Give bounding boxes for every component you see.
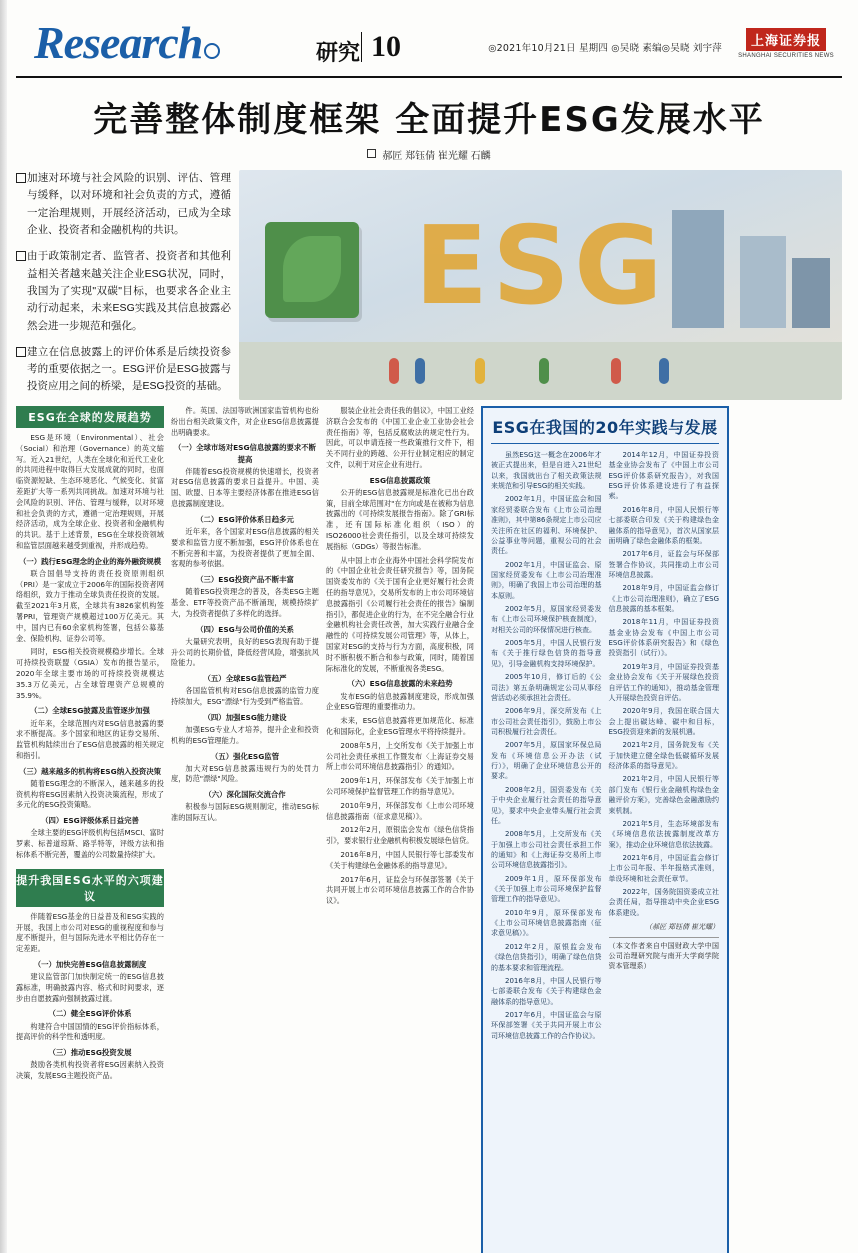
subheading: （二）全球ESG披露及监管逐步加强 bbox=[30, 706, 150, 716]
paragraph: 2018年9月，中国证监会修订《上市公司治理准则》，确立了ESG信息披露的基本框架。 bbox=[608, 584, 719, 614]
paragraph: 公开的ESG信息披露规是标准化已出台政策，目前全球范围对"在方向或是在被称为信息披露出的《可持续发展报告指南》。除了GRI标准，还有国际标准化组织（ISO）的ISO26000社会责任指引，以及全球可持续发展指标（GDGs）等报告标准。 bbox=[326, 487, 474, 551]
paragraph: 2008年5月，上交所发布《关于加强上市公司社会责任承担工作暨发布〈上海证券交易所上市公司环境信息披露指引〉的通知》。 bbox=[326, 740, 474, 772]
paragraph: 2012年2月，原银监会发布《绿色信贷指引》，要求银行业金融机构积极发展绿色信贷。 bbox=[326, 825, 474, 846]
subheading: （五）全球ESG监管趋严 bbox=[203, 674, 287, 684]
paragraph: 2017年6月，中国证监会与原环保部签署《关于共同开展上市公司环境信息披露工作的合作协议》。 bbox=[491, 1010, 602, 1040]
paragraph: 2006年9月，深交所发布《上市公司社会责任指引》，鼓励上市公司积极履行社会责任。 bbox=[491, 707, 602, 736]
subheading: （六）ESG信息披露的未来趋势 bbox=[347, 679, 453, 689]
paragraph: 大量研究表明，良好的ESG表现有助于提升公司的长期价值，降低经营风险，增强抗风险能力。 bbox=[171, 636, 319, 668]
section-heading-trends: ESG在全球的发展趋势 bbox=[16, 406, 164, 428]
paragraph: 2005年5月，中国人民银行发布《关于推行绿色信贷的指导意见》，引导金融机构支持环境保护。 bbox=[491, 639, 602, 668]
paragraph: 虽然ESG这一概念在2006年才被正式提出来，但是自进入21世纪以来，我国就出台了相关政策法规来规范和引导ESG的相关实践。 bbox=[491, 451, 602, 491]
paragraph: 2022年，国务院国资委成立社会责任局，指导推动中央企业ESG体系建设。 bbox=[608, 888, 719, 917]
paragraph: 件。英国、法国等欧洲国家监管机构也纷纷出台相关政策文件，对企业ESG信息披露提出明确要求。 bbox=[171, 406, 319, 437]
paragraph: 建议监管部门加快制定统一的ESG信息披露标准，明确披露内容、格式和时间要求，逐步由自愿披露向强制披露过渡。 bbox=[16, 972, 164, 1003]
paragraph: 同时，ESG相关投资规模稳步增长。全球可持续投资联盟（GSIA）发布的报告显示，2020年全球主要市场的可持续投资规模达35.3万亿美元，占全球管理资产总规模的35.9%。 bbox=[16, 647, 164, 700]
paragraph: 2021年2月，国务院发布《关于加快建立健全绿色低碳循环发展经济体系的指导意见》。 bbox=[608, 741, 719, 771]
paragraph: ESG是环境（Environmental）、社会（Social）和治理（Governance）的英文缩写。近入21世纪，人类在全球化和近代工业化的共同进程中取得巨大发展成就的同时，也面临资源短缺、生态环境恶化、气候变化、贫富差距扩大等一系列共同挑战。加速对环境与社会风险的识别、评估、管理与缓释，以对环境和社会负责的方式，遵循一定治理规则，开展经济活动，成为全球企业、投资者和金融机构的共识。基于上述背景，ESG在全球投资领域和监管层面越来越受到重视，并形成趋势。 bbox=[16, 433, 164, 550]
building-shape bbox=[792, 258, 830, 328]
paragraph: 2010年9月，原环保部发布《上市公司环境信息披露指南（征求意见稿）》。 bbox=[491, 908, 602, 938]
paragraph: 构建符合中国国情的ESG评价指标体系，提高评价的科学性和透明度。 bbox=[16, 1021, 164, 1042]
paragraph: 2017年6月，证监会与环保部签署合作协议，共同推动上市公司环境信息披露。 bbox=[608, 550, 719, 579]
paragraph: 2016年8月，中国人民银行等七部委发布《关于构建绿色金融体系的指导意见》。 bbox=[326, 849, 474, 870]
paragraph: 鼓励各类机构投资者将ESG因素纳入投资决策，发展ESG主题投资产品。 bbox=[16, 1060, 164, 1081]
paragraph: 2009年1月，环保部发布《关于加强上市公司环境保护监督管理工作的指导意见》。 bbox=[326, 776, 474, 796]
list-item bbox=[16, 170, 231, 239]
subheading: （三）ESG投资产品不断丰富 bbox=[196, 575, 294, 585]
paragraph: 2008年5月，上交所发布《关于加强上市公司社会责任承担工作的通知》和《上海证券交易所上市公司环境信息披露指引》。 bbox=[491, 830, 602, 870]
article-column-2 bbox=[171, 406, 319, 1253]
paragraph: 联合国倡导支持的责任投资原则组织（PRI）是一家成立于2006年的国际投资者网络组织，致力于推动全球负责任投资的发展。截至2021年3月底，全球共有3826家机构签署PRI，管理资产规模超过100万亿美元。其中，国内已有60余家机构签署，包括公募基金、保险机构、证券公司等。 bbox=[16, 568, 164, 643]
subheading: （一）践行ESG理念的企业的海外融资规模 bbox=[18, 556, 162, 566]
paragraph: 2021年5月，生态环境部发布《环境信息依法披露制度改革方案》，推动企业环境信息依法披露。 bbox=[608, 819, 719, 849]
subheading: （一）加快完善ESG信息披露制度 bbox=[33, 959, 147, 969]
esg-wordmark: ESG bbox=[414, 204, 667, 329]
sidebar-feature bbox=[481, 406, 729, 1253]
section-heading-six-suggestions: 提升我国ESG水平的六项建议 bbox=[16, 869, 164, 907]
article-column-1 bbox=[16, 406, 164, 1253]
paragraph: 伴随着ESG基金的日益普及和ESG实践的开展，我国上市公司对ESG的重视程度和参与度不断提升，但与国际先进水平相比仍存在一定差距。 bbox=[16, 911, 164, 954]
paragraph: 2005年10月，修订后的《公司法》第五条明确规定公司从事经营活动必须承担社会责任。 bbox=[491, 673, 602, 702]
paragraph: 服装企业社会责任我的倡议》，中国工业经济联合会发布的《中国工业企业工业协会社会责任指南》等，包括反腐败法的规定性行为。因此，可以申请连接一些政策推行文件下，相关不同行业的跨越、公开行业制定相应的制定文件，以利于对应企业有进行。 bbox=[326, 406, 474, 469]
paragraph: 2019年3月，中国证券投资基金业协会发布《关于开展绿色投资自评估工作的通知》，推动基金管理人开展绿色投资自评估。 bbox=[608, 662, 719, 702]
paragraph: 近年来，全球范围内对ESG信息披露的要求不断提高。多个国家和地区的证券交易所、监管机构陆续出台了ESG信息披露的相关规定和指引。 bbox=[16, 718, 164, 760]
paragraph: 2018年11月，中国证券投资基金业协会发布《中国上市公司ESG评价体系研究报告》和《绿色投资指引（试行）》。 bbox=[608, 618, 719, 658]
paragraph: 2021年2月，中国人民银行等部门发布《银行业金融机构绿色金融评价方案》，完善绿色金融激励约束机制。 bbox=[608, 775, 719, 815]
lead-bullets bbox=[16, 170, 231, 400]
article-grid bbox=[16, 406, 842, 1253]
paper-logo bbox=[738, 28, 834, 59]
paragraph: 2020年9月，我国在联合国大会上提出碳达峰、碳中和目标，ESG投资迎来新的发展机遇。 bbox=[608, 707, 719, 736]
paragraph: 发布ESG的信息披露制度建设，形成加强企业ESG管理的重要推动力。 bbox=[326, 691, 474, 712]
paragraph: 2009年1月，原环保部发布《关于加强上市公司环境保护监督管理工作的指导意见》。 bbox=[491, 874, 602, 904]
paragraph: 2008年2月，国资委发布《关于中央企业履行社会责任的指导意见》，要求中央企业带头履行社会责任。 bbox=[491, 785, 602, 825]
subheading: （三）越来越多的机构将ESG纳入投资决策 bbox=[18, 766, 162, 776]
paragraph: 随着ESG理念的不断深入，越来越多的投资机构将ESG因素纳入投资决策流程，形成了多元化的ESG投资策略。 bbox=[16, 778, 164, 810]
paragraph: 2002年5月，原国家经贸委发布《上市公司环境保护核查制度》，对相关公司的环保情况进行核查。 bbox=[491, 605, 602, 634]
subheading: （四）ESG评级体系日益完善 bbox=[41, 816, 139, 826]
sidebar-credit: （郝匠 郑钰倩 崔光耀） bbox=[645, 924, 719, 932]
solar-panel-icon bbox=[265, 222, 359, 318]
subheading: （三）推动ESG投资发展 bbox=[48, 1048, 132, 1058]
paragraph: 加大对ESG信息披露违规行为的处罚力度，防范"漂绿"风险。 bbox=[171, 763, 319, 784]
paragraph: 2016年8月，中国人民银行等七部委联合印发《关于构建绿色金融体系的指导意见》，首次从国家层面明确了绿色金融体系的框架。 bbox=[608, 505, 719, 545]
paragraph: 各国监管机构对ESG信息披露的监管力度持续加大，ESG"漂绿"行为受到严格监管。 bbox=[171, 686, 319, 706]
paper-name-en: SHANGHAI SECURITIES NEWS bbox=[738, 53, 834, 59]
paragraph: 2014年12月，中国证券投资基金业协会发布了《中国上市公司ESG评价体系研究报告》，对我国ESG评价体系建设进行了有益探索。 bbox=[608, 451, 719, 501]
bullet-text: 建立在信息披露上的评价体系是后续投资参考的重要依据之一。ESG评价是ESG披露与投资应用之间的桥梁，是ESG投资的基础。 bbox=[27, 345, 231, 393]
paragraph: 2017年6月，证监会与环保部签署《关于共同开展上市公司环境信息披露工作的合作协议》。 bbox=[326, 874, 474, 906]
paragraph: 2016年8月，中国人民银行等七部委联合发布《关于构建绿色金融体系的指导意见》。 bbox=[491, 976, 602, 1006]
masthead-cn-label: 研究 bbox=[316, 41, 361, 66]
paragraph: 积极参与国际ESG规则制定，推动ESG标准的国际互认。 bbox=[171, 802, 319, 823]
byline: 郝匠 郑钰倩 崔光耀 石麟 bbox=[16, 147, 842, 162]
subheading: （四）加强ESG能力建设 bbox=[203, 712, 287, 722]
paragraph: 伴随着ESG投资规模的快速增长，投资者对ESG信息披露的要求日益提升。中国、美国、欧盟、日本等主要经济体都在推进ESG信息披露制度建设。 bbox=[171, 466, 319, 508]
issue-date: ◎2021年10月21日 星期四 ◎吴晓 素编◎吴晓 刘宇萍 bbox=[488, 43, 722, 54]
subheading: （六）深化国际交流合作 bbox=[204, 790, 286, 800]
research-logo: Research bbox=[34, 17, 203, 68]
subheading: （二）健全ESG评价体系 bbox=[48, 1009, 132, 1019]
paragraph: 2002年1月，中国证监会、原国家经贸委发布《上市公司治理准则》，明确了我国上市公司治理的基本原则。 bbox=[491, 560, 602, 600]
sidebar-column-2 bbox=[609, 450, 720, 1044]
masthead-divider bbox=[361, 32, 362, 62]
page-title: 完善整体制度框架 全面提升ESG发展水平 bbox=[93, 100, 765, 140]
paragraph: 随着ESG投资理念的普及，各类ESG主题基金、ETF等投资产品不断涌现，规模持续扩大，为投资者提供了多样化的选择。 bbox=[171, 587, 319, 618]
sidebar-column-1 bbox=[491, 450, 602, 1044]
paragraph: 2007年5月，原国家环保总局发布《环境信息公开办法（试行）》，明确了企业环境信息公开的要求。 bbox=[491, 741, 602, 781]
hero-illustration bbox=[239, 170, 842, 400]
hero-section bbox=[16, 170, 842, 400]
subheading: （五）强化ESG监管 bbox=[210, 751, 280, 761]
subheading: （一）全球市场对ESG信息披露的要求不断提高 bbox=[173, 443, 317, 464]
subheading: （二）ESG评价体系日趋多元 bbox=[196, 514, 294, 524]
paragraph: 全球主要的ESG评级机构包括MSCI、富时罗素、标普道琼斯、路孚特等，评级方法和指标体系不断完善，覆盖的公司数量持续扩大。 bbox=[16, 828, 164, 859]
sidebar-title: ESG在我国的20年实践与发展 bbox=[491, 415, 719, 444]
list-item bbox=[16, 248, 231, 335]
subheading: （四）ESG与公司价值的关系 bbox=[196, 624, 294, 634]
subheading: ESG信息披露政策 bbox=[369, 475, 431, 485]
article-column-3 bbox=[326, 406, 474, 1253]
paper-name-cn: 上海证券报 bbox=[746, 28, 826, 51]
bullet-text: 由于政策制定者、监管者、投资者和其他利益相关者越来越关注企业ESG状况，同时，我国为了实现"双碳"目标，也要求各企业主动行动起来，未来ESG实践及其信息披露必然会进一步规范和强化。 bbox=[27, 250, 231, 332]
paragraph: 近年来，各个国家对ESG信息披露的相关要求和监管力度不断加强，ESG评价体系也在不断完善和丰富，为投资者提供了更加全面、客观的参考依据。 bbox=[171, 526, 319, 569]
masthead bbox=[16, 14, 842, 78]
paragraph: 2002年1月，中国证监会和国家经贸委联合发布《上市公司治理准则》，其中第86条规定上市公司应关注所在社区的福利、环境保护、公益事业等问题，重视公司的社会责任。 bbox=[491, 495, 602, 556]
bullet-text: 加速对环境与社会风险的识别、评估、管理与缓释，以对环境和社会负责的方式，遵循一定治理规则，开展经济活动，已成为全球企业、投资者和金融机构的共识。 bbox=[27, 172, 231, 236]
building-shape bbox=[672, 210, 724, 328]
list-item bbox=[16, 344, 231, 396]
paragraph: 未来，ESG信息披露将更加规范化、标准化和国际化，企业ESG管理水平将持续提升。 bbox=[326, 716, 474, 736]
paragraph: 加强ESG专业人才培养，提升企业和投资机构的ESG管理能力。 bbox=[171, 724, 319, 745]
paragraph: 2012年2月，原银监会发布《绿色信贷指引》，明确了绿色信贷的基本要求和管理流程。 bbox=[491, 942, 602, 972]
sidebar-note: （本文作者来自中国财政大学中国公司治理研究院与南开大学商学院资本管理系） bbox=[609, 937, 720, 971]
page-number: 10 bbox=[371, 30, 401, 63]
paragraph: 从中国上市企业海外中国社会科学院发布的《中国企业社会责任研究报告》等，国务院国资委发布的《关于国有企业更好履行社会责任的指导意见》，交易所发布的上市公司环境信息披露指引《公司履行社会责任的报告》编制指引》，都促进企业的行为，在不完全融合行业金融机构社会责任改善，加大实践行业融合金融性的《可持续发展公司管理》等，从体上，国家对ESG的支持与行为方面，高度积极，同时不断积极不断合和参与政策，同时，随着国际标准化的发展，不断重视各类ESG。 bbox=[326, 555, 474, 673]
paragraph: 2021年6月，中国证监会修订上市公司年报、半年报格式准则，单设环境和社会责任章节。 bbox=[608, 853, 719, 883]
building-shape bbox=[740, 236, 786, 328]
paragraph: 2010年9月，环保部发布《上市公司环境信息披露指南（征求意见稿）》。 bbox=[326, 800, 474, 821]
